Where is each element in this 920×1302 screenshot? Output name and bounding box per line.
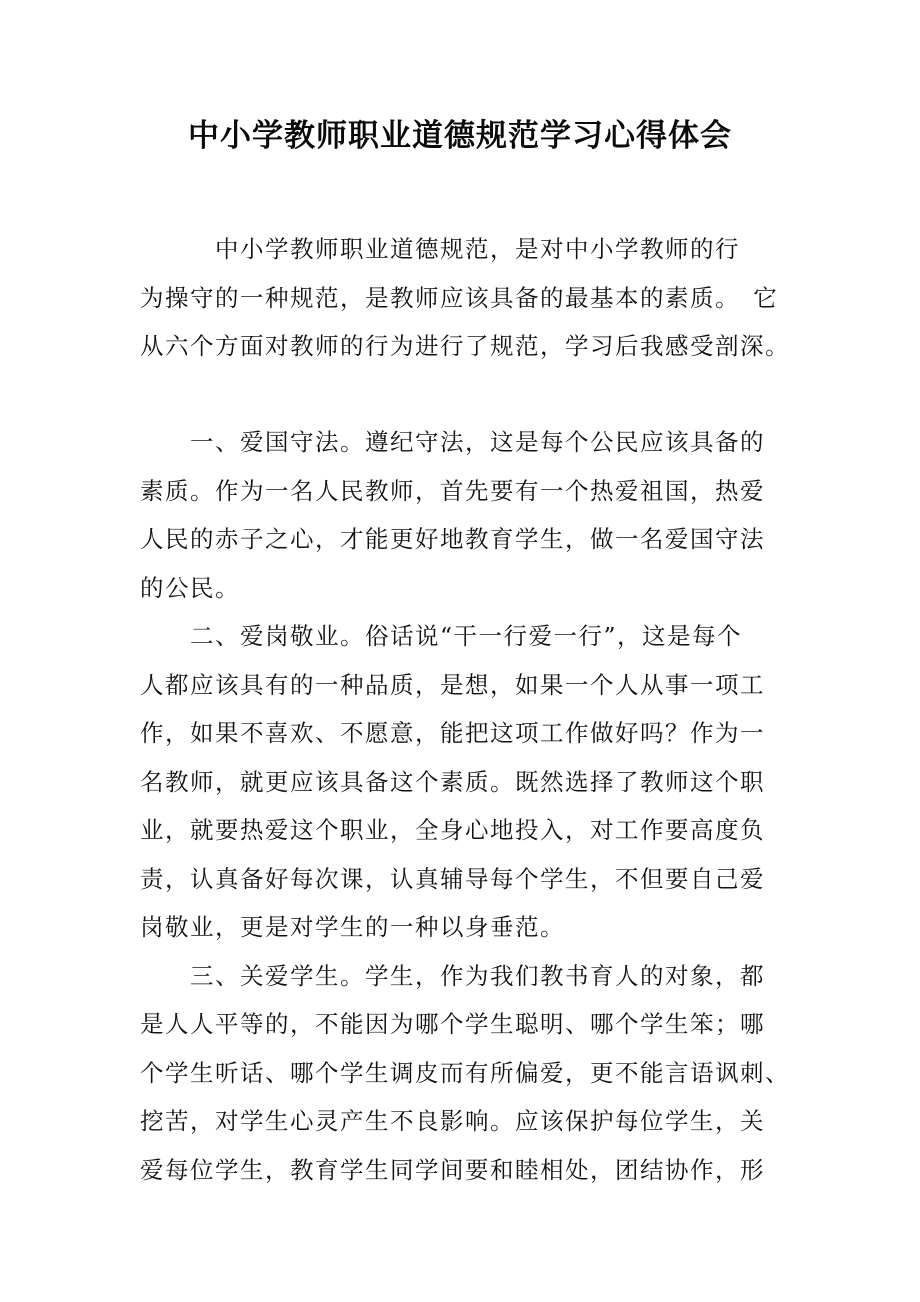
section-1-heading-line: 一、爱国守法。遵纪守法，这是每个公民应该具备的 [140,428,765,456]
text-line: 人都应该具有的一种品质，是想，如果一个人从事一项工 [140,670,765,699]
text-line: 人民的赤子之心，才能更好地教育学生，做一名爱国守法 [140,525,765,553]
section-3-heading-line: 三、关爱学生。学生，作为我们教书育人的对象，都 [140,961,765,990]
text-line: 中小学教师职业道德规范，是对中小学教师的行 [140,235,740,263]
intro-paragraph [140,225,790,371]
text-line: 业，就要热爱这个职业，全身心地投入，对工作要高度负 [140,816,765,844]
text-line: 责，认真备好每次课，认真辅导每个学生，不但要自己爱 [140,864,765,893]
sections-body [140,418,790,1194]
document-title: 中小学教师职业道德规范学习心得体会 [188,118,732,154]
text-line: 挖苦，对学生心灵产生不良影响。应该保护每位学生，关 [140,1107,765,1135]
text-line: 作，如果不喜欢、不愿意，能把这项工作做好吗？作为一 [140,719,765,747]
text-line: 名教师，就更应该具备这个素质。既然选择了教师这个职 [140,767,765,796]
text-line: 岗敬业，更是对学生的一种以身垂范。 [140,913,565,941]
text-line: 的公民。 [140,573,240,602]
text-line: 爱每位学生，教育学生同学间要和睦相处，团结协作，形 [140,1155,765,1184]
text-line: 个学生听话、哪个学生调皮而有所偏爱，更不能言语讽刺、 [140,1058,790,1087]
text-line: 素质。作为一名人民教师，首先要有一个热爱祖国，热爱 [140,476,765,505]
section-2-heading-line: 二、爱岗敬业。俗话说“干一行爱一行”，这是每个 [140,622,743,650]
text-line: 为操守的一种规范，是教师应该具备的最基本的素质。 它 [140,283,779,312]
text-line: 是人人平等的，不能因为哪个学生聪明、哪个学生笨；哪 [140,1010,765,1038]
text-line: 从六个方面对教师的行为进行了规范，学习后我感受剖深。 [140,332,790,360]
